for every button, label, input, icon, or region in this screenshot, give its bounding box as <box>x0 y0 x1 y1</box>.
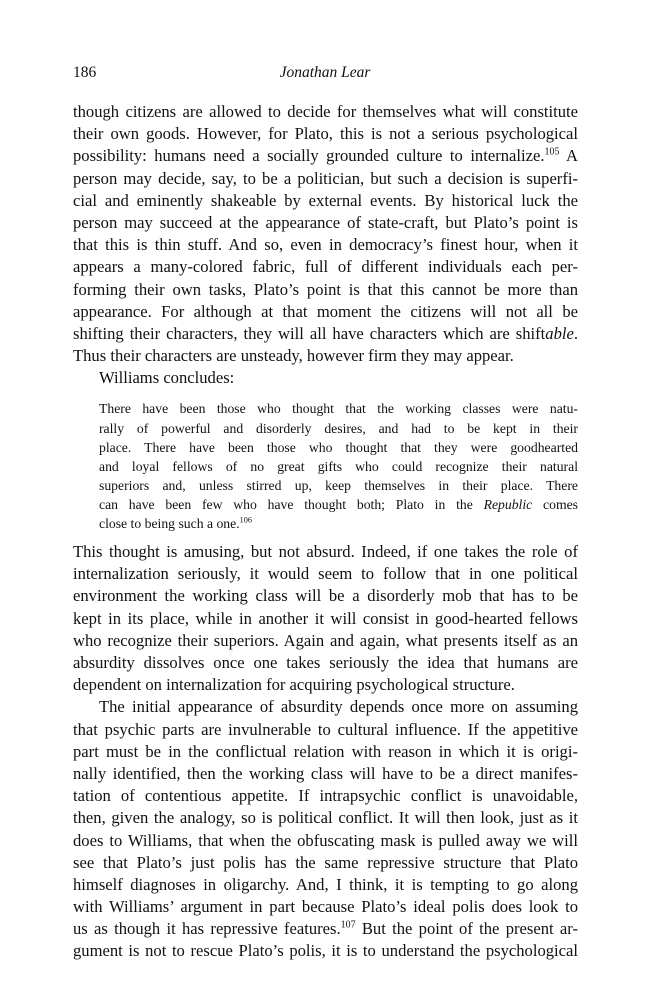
text-line: kept in its place, while in another it will consist in good-hearted fellows <box>73 608 578 628</box>
block-quote <box>99 399 578 533</box>
text-line: This thought is amusing, but not absurd. Indeed, if one takes the role of <box>73 542 578 562</box>
text-line: then, given the analogy, so is political conflict. It will then look, just as it <box>73 808 578 828</box>
text-line: forming their own tasks, Plato’s point is that this cannot be more than <box>73 279 578 299</box>
text-line: absurdity dissolves once one takes seriously the idea that humans are <box>73 653 578 673</box>
footnote-ref: 106 <box>239 515 252 525</box>
paragraph-2 <box>73 541 578 696</box>
running-head: Jonathan Lear <box>279 64 371 81</box>
text-line: that this is thin stuff. And so, even in democracy’s finest hour, when it <box>73 235 578 255</box>
text-line: person may decide, say, to be a politician, but such a decision is superfi- <box>73 168 578 188</box>
text-span: close to being such a one. <box>99 516 240 531</box>
footnote-ref: 105 <box>544 146 560 158</box>
page-header <box>73 64 577 86</box>
text-line <box>73 145 578 167</box>
quote-line <box>99 514 578 533</box>
italic-text: Republic <box>483 496 533 512</box>
text-line: appears a many-colored fabric, full of different individuals each per- <box>73 257 578 277</box>
text-line: environment the working class will be a disorderly mob that has to be <box>73 586 578 606</box>
text-line: though citizens are allowed to decide for themselves what will constitute <box>73 102 578 121</box>
text-line: see that Plato’s just polis has the same repressive structure that Plato <box>73 852 578 872</box>
text-span: But the point of the present ar- <box>355 919 578 939</box>
text-span: comes <box>532 496 578 512</box>
text-line: who recognize their superiors. Again and again, what presents itself as an <box>73 630 578 650</box>
page-number: 186 <box>73 64 97 81</box>
quote-line: superiors and, unless stirred up, keep themselves in their place. There <box>99 477 578 493</box>
quote-line: and loyal fellows of no great gifts who could recognize their natural <box>99 458 578 474</box>
quote-line: place. There have been those who thought that they were goodhearted <box>99 439 578 455</box>
text-line: himself diagnoses in oligarchy. And, I think, it is tempting to go along <box>73 874 578 894</box>
text-span: A <box>559 146 579 166</box>
text-line: internalization seriously, it would seem to follow that in one political <box>73 564 578 584</box>
text-span: can have been few who have thought both; Plato in the <box>99 496 484 512</box>
text-line: cial and eminently shakeable by external events. By historical luck the <box>73 190 578 210</box>
text-line: nally identified, then the working class will have to be a direct manifes- <box>73 763 578 783</box>
quote-line: rally of powerful and disorderly desires, and had to be kept in their <box>99 420 578 436</box>
footnote-ref: 107 <box>340 919 356 931</box>
text-line: The initial appearance of absurdity depends once more on assuming <box>99 697 578 717</box>
text-line: Williams concludes: <box>99 368 235 388</box>
text-line: part must be in the conflictual relation with reason in which it is origi- <box>73 741 578 761</box>
quote-line: There have been those who thought that the working classes were natu- <box>99 401 578 417</box>
text-line <box>73 323 578 345</box>
text-span: possibility: humans need a socially grounded culture to internalize. <box>73 146 545 166</box>
text-line <box>73 918 578 940</box>
text-line: does to Williams, that when the obfuscating mask is pulled away we will <box>73 830 578 850</box>
text-span: us as though it has repressive features. <box>73 919 341 939</box>
page-body <box>73 101 578 963</box>
text-line: with Williams’ argument in part because Plato’s ideal polis does look to <box>73 897 578 917</box>
text-line: dependent on internalization for acquiring psychological structure. <box>73 675 515 695</box>
paragraph-1 <box>73 101 578 389</box>
text-span: . <box>573 323 578 343</box>
quote-line <box>99 495 578 514</box>
text-line: that psychic parts are invulnerable to cultural influence. If the appetitive <box>73 719 578 739</box>
text-line: gument is not to rescue Plato’s polis, it is to understand the psychological <box>73 941 578 961</box>
text-line: their own goods. However, for Plato, this is not a serious psychological <box>73 124 578 144</box>
text-span: shifting their characters, they will all have characters which are shift <box>73 323 546 343</box>
text-line: Thus their characters are unsteady, however firm they may appear. <box>73 346 514 366</box>
text-line: person may succeed at the appearance of state-craft, but Plato’s point is <box>73 212 578 232</box>
paragraph-3 <box>73 696 578 962</box>
text-line: tation of contentious appetite. If intrapsychic conflict is unavoidable, <box>73 786 578 806</box>
text-line: appearance. For although at that moment the citizens will not all be <box>73 301 578 321</box>
italic-text: able <box>545 323 574 343</box>
